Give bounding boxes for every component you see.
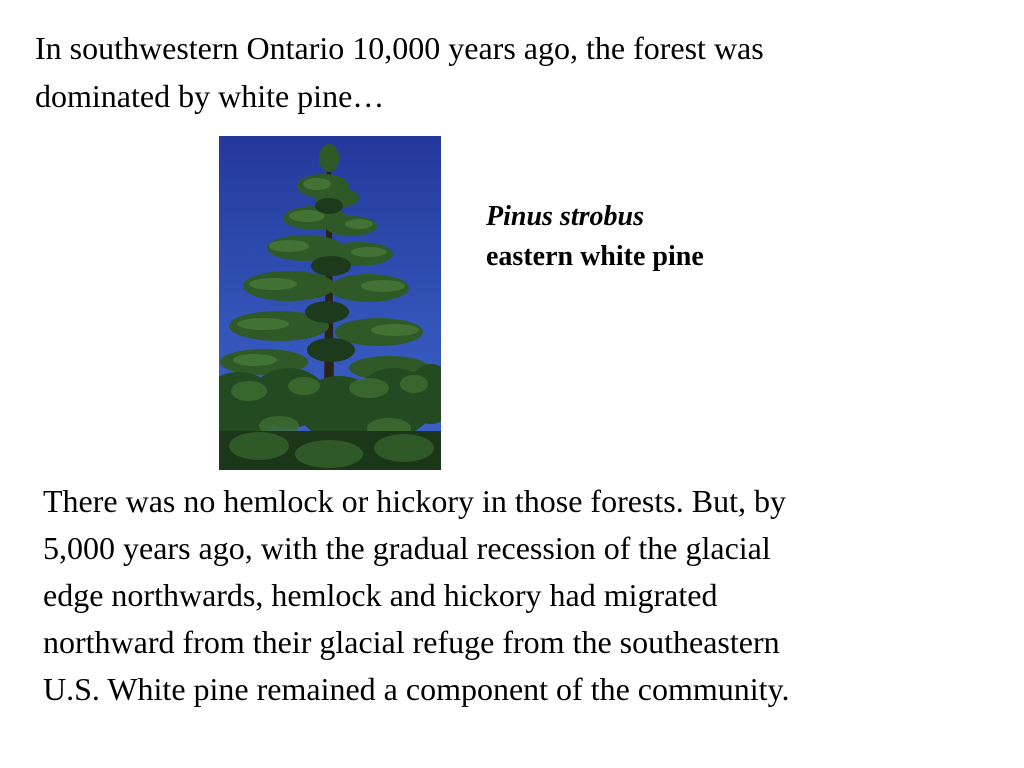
body-paragraph	[43, 478, 1003, 713]
intro-line: dominated by white pine…	[35, 78, 385, 114]
intro-paragraph	[35, 24, 995, 120]
body-line: edge northwards, hemlock and hickory had migrated	[43, 577, 718, 613]
intro-line: In southwestern Ontario 10,000 years ago, the forest was	[35, 30, 764, 66]
species-caption	[486, 197, 886, 277]
body-line: 5,000 years ago, with the gradual recession of the glacial	[43, 530, 771, 566]
common-name: eastern white pine	[486, 241, 704, 272]
body-line: There was no hemlock or hickory in those forests. But, by	[43, 483, 786, 519]
scientific-name: Pinus strobus	[486, 201, 644, 232]
body-line: northward from their glacial refuge from the southeastern	[43, 624, 780, 660]
white-pine-photo	[219, 136, 441, 470]
white-pine-image	[219, 136, 441, 470]
body-line: U.S. White pine remained a component of the community.	[43, 671, 790, 707]
